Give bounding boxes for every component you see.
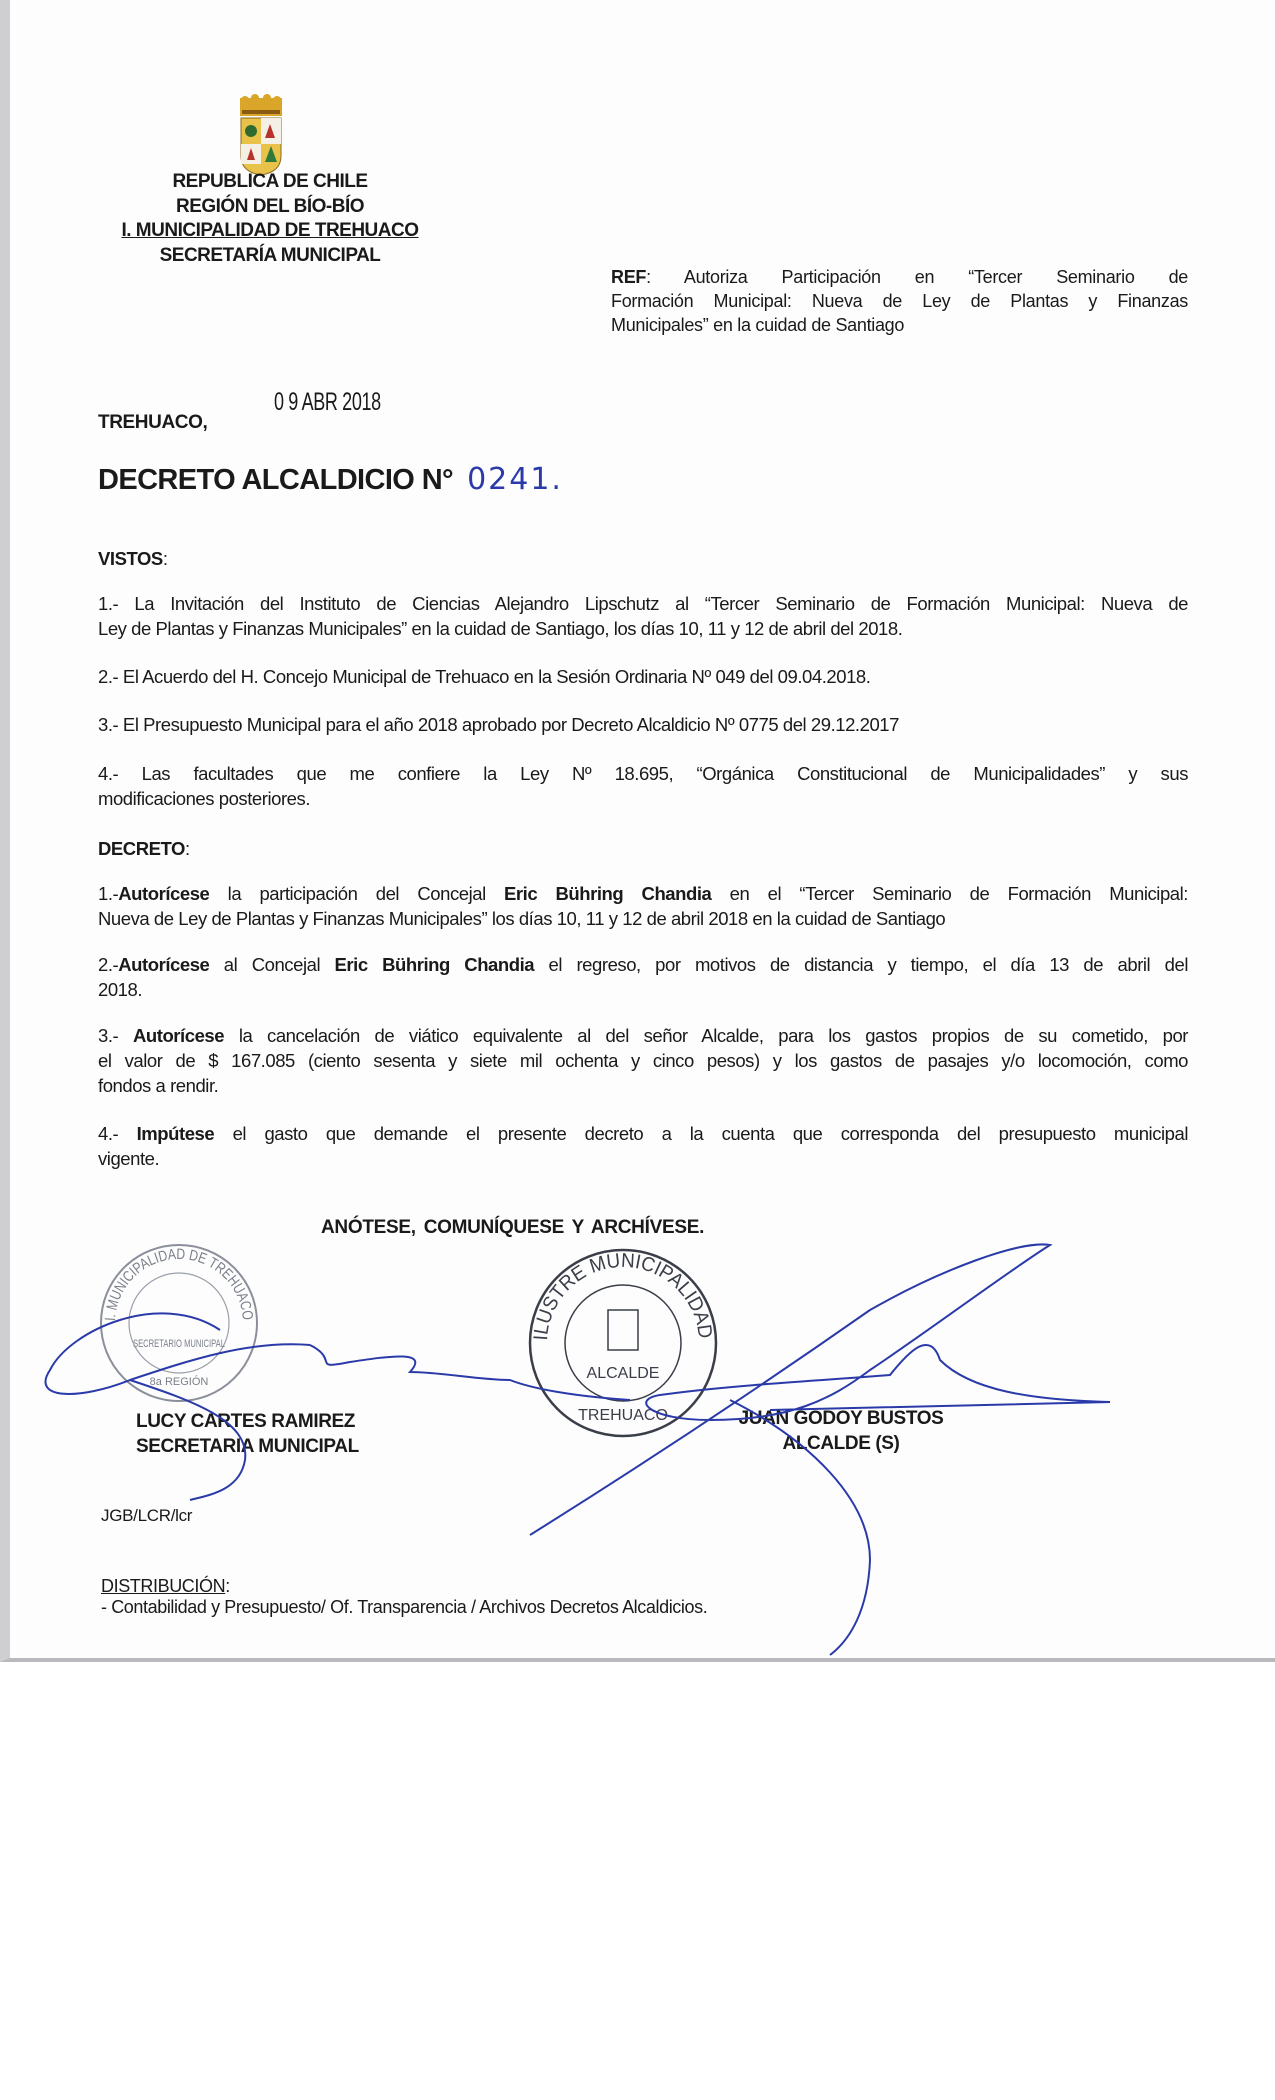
text-segment: la participación del Concejal xyxy=(209,883,505,904)
signatory-name: JUAN GODOY BUSTOS xyxy=(738,1408,944,1429)
distribution-block: DISTRIBUCIÓN: - Contabilidad y Presupuesto/ Of. Transparencia / Archivos Decretos Alcaldicios. xyxy=(101,1576,708,1617)
text-segment: 4.- xyxy=(98,1123,137,1144)
text-segment: 2018. xyxy=(98,979,143,1000)
text-segment: vigente. xyxy=(98,1148,160,1169)
bold-text: Impútese xyxy=(136,1123,215,1144)
vistos-heading: VISTOS: xyxy=(98,548,168,569)
text-segment: la cancelación de viático equivalente al del señor Alcalde, para los gastos propios de su cometido, por xyxy=(224,1025,1189,1046)
bold-text: Autorícese xyxy=(132,1025,225,1046)
text-segment: Formación Municipal: Nueva de Ley de Plantas y Finanzas xyxy=(611,291,1188,311)
text-segment: Ley de Plantas y Finanzas Municipales” en la cuidad de Santiago, los días 10, 11 y 12 de abril del 2018. xyxy=(98,618,903,639)
handwritten-signatures xyxy=(10,0,1275,1700)
text-segment: : Autoriza Participación en “Tercer Seminario de xyxy=(646,267,1188,287)
text-segment: 3.- El Presupuesto Municipal para el año 2018 aprobado por Decreto Alcaldicio Nº 0775 del 29.12.2017 xyxy=(98,714,899,735)
stamp-ring-text: ILUSTRE MUNICIPALIDAD xyxy=(530,1249,717,1342)
text-segment: Nueva de Ley de Plantas y Finanzas Municipales” los días 10, 11 y 12 de abril 2018 en la cuidad de Santiago xyxy=(98,908,946,929)
text-segment: 2.- El Acuerdo del H. Concejo Municipal de Trehuaco en la Sesión Ordinaria Nº 049 del 09.04.2018. xyxy=(98,666,871,687)
letterhead-municipality: I. MUNICIPALIDAD DE TREHUACO xyxy=(121,220,419,241)
bold-text: Autorícese xyxy=(118,883,210,904)
letterhead-department: SECRETARÍA MUNICIPAL xyxy=(159,244,381,266)
letterhead-country: REPUBLICA DE CHILE xyxy=(172,171,368,192)
bold-text: Eric Bühring Chandia xyxy=(334,954,535,975)
stamp-bottom-text: 8a REGIÓN xyxy=(149,1376,209,1388)
distribution-heading: DISTRIBUCIÓN xyxy=(101,1576,226,1596)
signatory-role: ALCALDE (S) xyxy=(782,1433,900,1454)
decreto-heading-text: DECRETO xyxy=(98,838,185,859)
text-segment: en el “Tercer Seminario de Formación Municipal: xyxy=(711,883,1188,904)
text-segment: fondos a rendir. xyxy=(98,1075,219,1096)
decreto-heading: DECRETO: xyxy=(98,838,190,859)
signatory-name: LUCY CARTES RAMIREZ xyxy=(136,1411,355,1432)
date-stamp: 0 9 ABR 2018 xyxy=(274,388,381,416)
decree-number-handwritten: 0241. xyxy=(467,462,563,497)
text-segment: el regreso, por motivos de distancia y tiempo, el día 13 de abril del xyxy=(534,954,1188,975)
letterhead-region: REGIÓN DEL BÍO-BÍO xyxy=(175,195,365,217)
stamp-center-text: ALCALDE xyxy=(586,1365,660,1382)
stamp-bottom-text: TREHUACO xyxy=(578,1407,668,1424)
text-segment: al Concejal xyxy=(209,954,335,975)
text-segment: modificaciones posteriores. xyxy=(98,788,311,809)
secretary-signature xyxy=(45,1313,630,1500)
closing-formula: ANÓTESE, COMUNÍQUESE Y ARCHÍVESE. xyxy=(321,1217,705,1238)
reference-initials: JGB/LCR/lcr xyxy=(101,1506,193,1525)
text-segment: el valor de $ 167.085 (ciento sesenta y siete mil ochenta y cinco pesos) y los gastos de pasajes y/o locomoción, como xyxy=(98,1050,1188,1071)
text-segment: Municipales” en la cuidad de Santiago xyxy=(611,315,905,335)
stamp-center-text: SECRETARIO MUNICIPAL xyxy=(133,1338,225,1350)
stamp-ring-text: I. MUNICIPALIDAD DE TREHUACO xyxy=(102,1245,257,1324)
text-segment: 3.- xyxy=(98,1025,133,1046)
text-segment: 1.- La Invitación del Instituto de Ciencias Alejandro Lipschutz al “Tercer Seminario de Formación Municipal: Nueva de xyxy=(98,593,1188,614)
text-segment: el gasto que demande el presente decreto a la cuenta que corresponda del presupuesto municipal xyxy=(214,1123,1188,1144)
distribution-list: - Contabilidad y Presupuesto/ Of. Transparencia / Archivos Decretos Alcaldicios. xyxy=(101,1597,708,1617)
vistos-heading-text: VISTOS xyxy=(98,548,163,569)
decree-title-text: DECRETO ALCALDICIO N° xyxy=(98,464,454,496)
text-segment: 4.- Las facultades que me confiere la Ley Nº 18.695, “Orgánica Constitucional de Municipalidades” y sus xyxy=(98,763,1188,784)
bold-text: Autorícese xyxy=(118,954,210,975)
bold-text: REF xyxy=(611,267,647,287)
signatory-role: SECRETARIA MUNICIPAL xyxy=(136,1436,359,1457)
place-label: TREHUACO, xyxy=(98,412,208,433)
bold-text: Eric Bühring Chandia xyxy=(504,883,712,904)
text-segment: 1.- xyxy=(98,883,119,904)
text-segment: 2.- xyxy=(98,954,119,975)
